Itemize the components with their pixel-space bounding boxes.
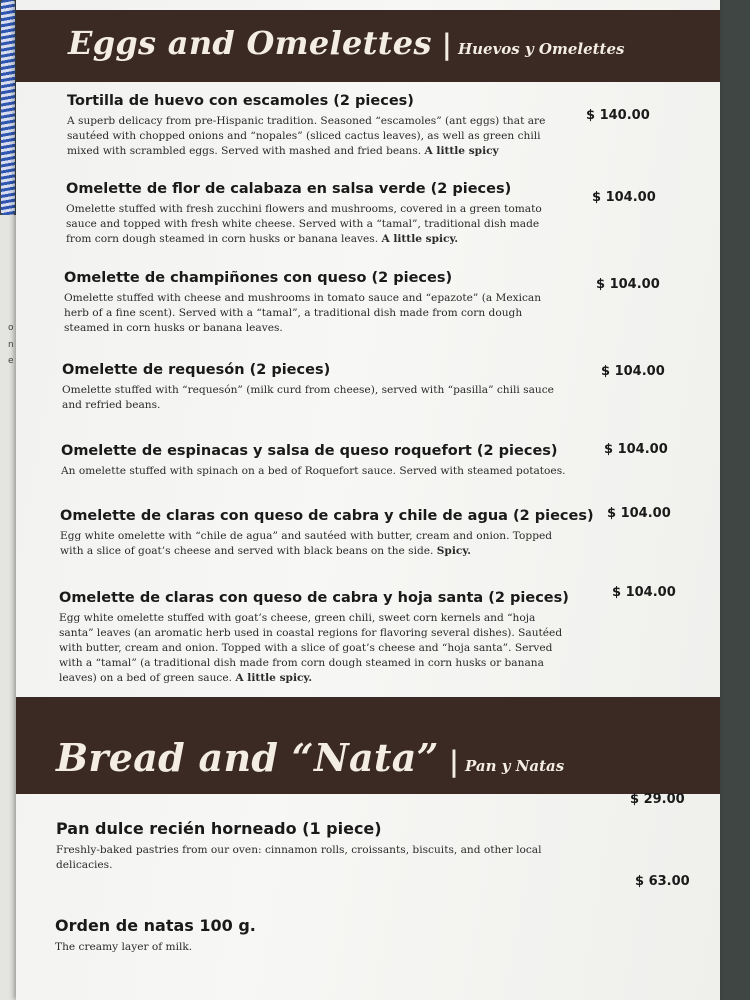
title-separator: |: [448, 745, 460, 778]
spice-note: A little spicy: [424, 145, 499, 157]
menu-item: [61, 443, 591, 479]
menu-item: [67, 93, 547, 159]
item-name: Tortilla de huevo con escamoles (2 pieces): [67, 93, 414, 109]
spice-note: A little spicy.: [235, 672, 313, 684]
menu-item: [56, 819, 586, 873]
item-price: $ 104.00: [607, 506, 671, 521]
menu-item: [62, 362, 562, 413]
section-header-bread: [16, 697, 720, 794]
item-price: $ 104.00: [604, 442, 668, 457]
menu-page: [16, 0, 720, 1000]
item-description: Egg white omelette stuffed with goat’s cheese, green chili, sweet corn kernels and “hoja santa” leaves (an aromatic herb used in coastal regions for flavoring several dishes). Sautéed with butter, cream and onion. Topped with a slice of goat’s cheese and “hoja santa”. Served with a “tamal” (a traditional dish made from corn dough steamed in corn husks or banana leaves) on a bed of green sauce. A little spicy.: [59, 612, 563, 684]
item-name: Omelette de claras con queso de cabra y chile de agua (2 pieces): [60, 508, 594, 524]
item-description: Omelette stuffed with cheese and mushrooms in tomato sauce and “epazote” (a Mexican herb of a fine scent). Served with a “tamal”, a traditional dish made from corn dough steamed in corn husks or banana leaves.: [64, 292, 542, 334]
title-separator: |: [441, 28, 452, 61]
item-name: Omelette de claras con queso de cabra y hoja santa (2 pieces): [59, 590, 569, 606]
item-price: $ 140.00: [586, 108, 650, 123]
item-description: An omelette stuffed with spinach on a bed of Roquefort sauce. Served with steamed potatoes.: [61, 465, 566, 477]
item-price: $ 29.00: [630, 792, 685, 807]
item-description: Omelette stuffed with “requesón” (milk curd from cheese), served with “pasilla” chili sauce and refried beans.: [62, 384, 554, 411]
item-price: $ 104.00: [612, 585, 676, 600]
spiral-binding: [1, 0, 15, 215]
item-name: Omelette de espinacas y salsa de queso roquefort (2 pieces): [61, 443, 558, 459]
item-name: Pan dulce recién horneado (1 piece): [56, 819, 382, 838]
menu-item: [64, 270, 559, 336]
item-description: Egg white omelette with “chile de agua” and sautéed with butter, cream and onion. Topped with a slice of goat’s cheese and served with black beans on the side. Spicy.: [60, 530, 553, 557]
section-title: Eggs and Omelettes: [68, 24, 432, 62]
section-title: Bread and “Nata”: [56, 735, 439, 780]
item-name: Omelette de champiñones con queso (2 pieces): [64, 270, 453, 286]
item-description: Freshly-baked pastries from our oven: cinnamon rolls, croissants, biscuits, and other local delicacies.: [56, 844, 542, 871]
item-description: A superb delicacy from pre-Hispanic tradition. Seasoned “escamoles” (ant eggs) that are sautéed with chopped onions and “nopales” (sliced cactus leaves), as well as green chili mixed with scrambled eggs. Served with mashed and fried beans. A little spicy: [67, 115, 546, 157]
item-price: $ 104.00: [601, 364, 665, 379]
spice-note: Spicy.: [436, 545, 471, 557]
item-name: Orden de natas 100 g.: [55, 916, 256, 935]
section-subtitle: Huevos y Omelettes: [457, 40, 625, 58]
menu-item: [55, 916, 585, 955]
section-header-eggs: [16, 10, 720, 82]
menu-item: [60, 508, 594, 559]
underlying-page: o n e: [0, 215, 27, 1000]
item-name: Omelette de flor de calabaza en salsa verde (2 pieces): [66, 181, 512, 197]
item-price: $ 104.00: [592, 190, 656, 205]
spice-note: A little spicy.: [381, 233, 459, 245]
item-name: Omelette de requesón (2 pieces): [62, 362, 331, 378]
menu-item: [66, 181, 556, 247]
item-price: $ 63.00: [635, 874, 690, 889]
menu-item: [59, 590, 569, 686]
section-subtitle: Pan y Natas: [465, 757, 565, 775]
item-description: Omelette stuffed with fresh zucchini flowers and mushrooms, covered in a green tomato sauce and topped with fresh white cheese. Served with a “tamal”, traditional dish made from corn dough steamed in corn husks or banana leaves. A little spicy.: [66, 203, 542, 245]
item-description: The creamy layer of milk.: [55, 941, 193, 953]
item-price: $ 104.00: [596, 277, 660, 292]
